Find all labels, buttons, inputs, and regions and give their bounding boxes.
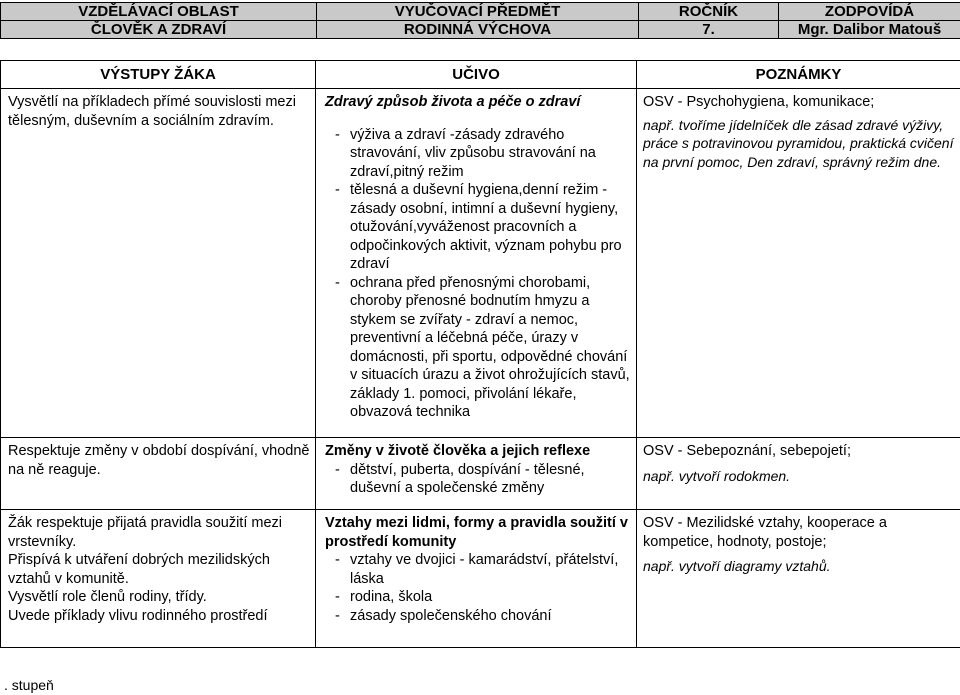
- list-item: - ochrana před přenosnými chorobami, choroby přenosné bodnutím hmyzu a stykem se zvířaty - zdraví a nemoc, preventivní a léčebná péče, úrazy v domácnosti, při sportu, odpovědné chování v situacích úrazu a život ohrožujících stavů, základy 1. pomoci, přivolání lékaře, obvazová technika: [325, 274, 632, 422]
- table-row: [1, 89, 960, 438]
- topic-cell: [316, 510, 637, 648]
- header-value-row: [1, 21, 960, 39]
- topic-title: Změny v životě člověka a jejich reflexe: [325, 443, 591, 459]
- subject-header-table: [0, 2, 960, 39]
- outputs-cell: [1, 89, 316, 438]
- topic-list: [325, 126, 632, 422]
- outputs-cell: [1, 438, 316, 510]
- notes-cell: [637, 438, 960, 510]
- notes-cell: [637, 510, 960, 648]
- column-header-outputs: VÝSTUPY ŽÁKA: [1, 61, 316, 89]
- list-item: - zásady společenského chování: [325, 607, 632, 626]
- list-item: - tělesná a duševní hygiena,denní režim - zásady osobní, intimní a duševní hygieny, otužování,vyváženost pracovních a odpočinkových aktivit, význam pohybu pro zdraví: [325, 181, 632, 274]
- footer-text: . stupeň: [4, 677, 54, 693]
- notes-cross-curricular: OSV - Mezilidské vztahy, kooperace a kompetice, hodnoty, postoje;: [643, 515, 887, 550]
- notes-cross-curricular: OSV - Sebepoznání, sebepojetí;: [643, 443, 851, 459]
- topic-list: [325, 551, 632, 625]
- notes-example: např. vytvoří rodokmen.: [643, 467, 791, 484]
- notes-cross-curricular: OSV - Psychohygiena, komunikace;: [643, 94, 875, 110]
- outputs-text: Respektuje změny v období dospívání, vhodně na ně reaguje.: [8, 443, 310, 478]
- header-label-row: [1, 3, 960, 21]
- header-value-subject: RODINNÁ VÝCHOVA: [317, 21, 639, 39]
- curriculum-table: [0, 60, 960, 648]
- notes-cell: [637, 89, 960, 438]
- list-item: - výživa a zdraví -zásady zdravého stravování, vliv způsobu stravování na zdraví,pitný režim: [325, 126, 632, 182]
- column-header-row: [1, 61, 960, 89]
- list-item: - dětství, puberta, dospívání - tělesné, duševní a společenské změny: [325, 461, 632, 498]
- header-value-responsible: Mgr. Dalibor Matouš: [779, 21, 960, 39]
- header-label-subject: VYUČOVACÍ PŘEDMĚT: [317, 3, 639, 21]
- topic-list: [325, 461, 632, 498]
- notes-example: např. vytvoří diagramy vztahů.: [643, 558, 831, 574]
- column-header-topic: UČIVO: [316, 61, 637, 89]
- header-label-grade: ROČNÍK: [639, 3, 779, 21]
- header-label-area: VZDĚLÁVACÍ OBLAST: [1, 3, 317, 21]
- outputs-line: Vysvětlí role členů rodiny, třídy.: [8, 589, 207, 605]
- outputs-line: Uvede příklady vlivu rodinného prostředí: [8, 607, 268, 624]
- table-row: [1, 438, 960, 510]
- column-header-notes: POZNÁMKY: [637, 61, 960, 89]
- list-item: - vztahy ve dvojici - kamarádství, přátelství, láska: [325, 551, 632, 588]
- header-label-responsible: ZODPOVÍDÁ: [779, 3, 960, 21]
- table-row: [1, 510, 960, 648]
- outputs-line: Přispívá k utváření dobrých mezilidských vztahů v komunitě.: [8, 552, 270, 587]
- topic-cell: [316, 89, 637, 438]
- list-item: - rodina, škola: [325, 588, 632, 607]
- topic-title: Zdravý způsob života a péče o zdraví: [325, 94, 581, 110]
- outputs-line: Žák respektuje přijatá pravidla soužití mezi vrstevníky.: [8, 515, 283, 550]
- notes-example: např. tvoříme jídelníček dle zásad zdravé výživy, práce s potravinovou pyramidou, praktická cvičení na první pomoc, Den zdraví, správný režim dne.: [643, 116, 954, 170]
- topic-cell: [316, 438, 637, 510]
- header-value-grade: 7.: [639, 21, 779, 39]
- topic-title: Vztahy mezi lidmi, formy a pravidla soužití v prostředí komunity: [325, 515, 628, 550]
- header-value-area: ČLOVĚK A ZDRAVÍ: [1, 21, 317, 39]
- outputs-cell: [1, 510, 316, 648]
- outputs-text: Vysvětlí na příkladech přímé souvislosti mezi tělesným, duševním a sociálním zdravím.: [8, 94, 296, 129]
